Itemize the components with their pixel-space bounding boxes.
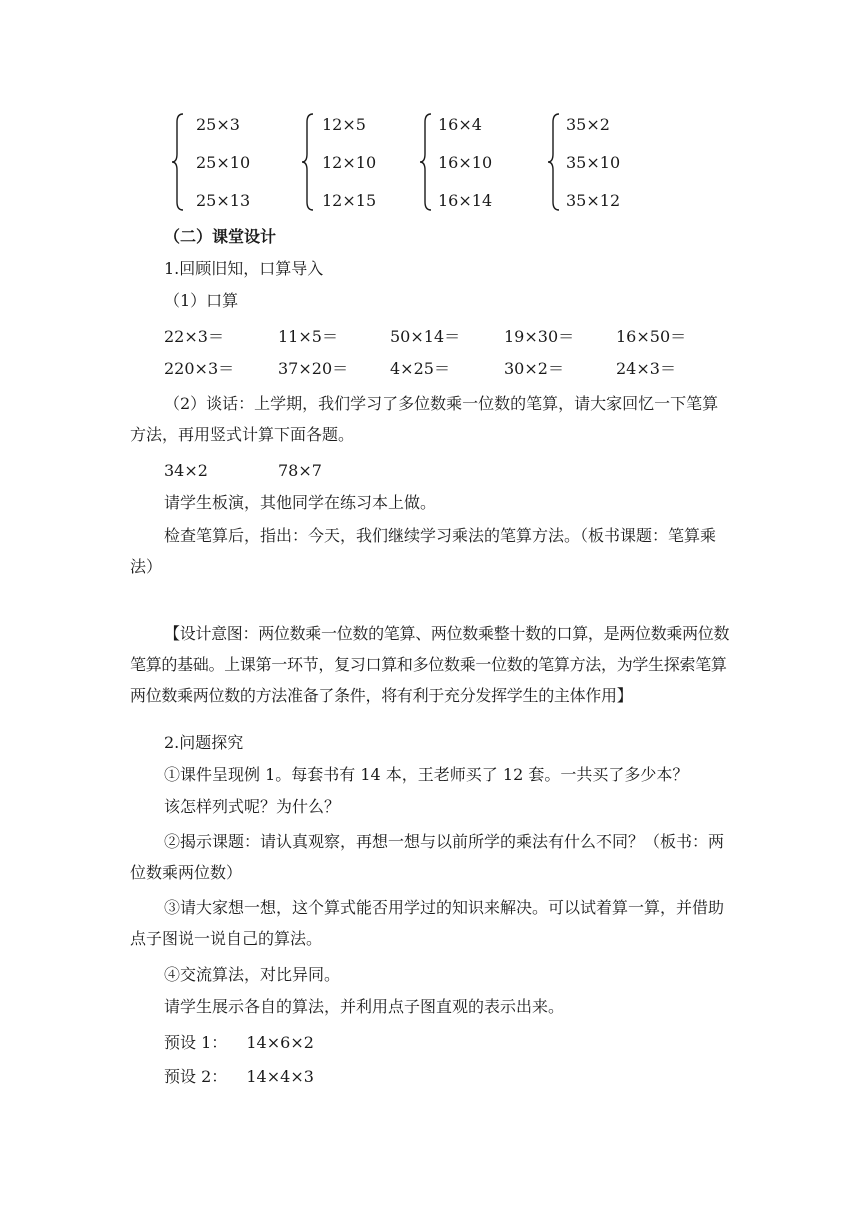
preset-2 xyxy=(164,1066,314,1088)
design-intent-paragraph xyxy=(130,618,734,711)
left-brace-icon xyxy=(300,112,316,212)
question-2-text: ②揭示课题：请认真观察，再想一想与以前所学的乘法有什么不同？（板书：两位数乘两位数） xyxy=(130,832,725,882)
brace-item: 12×15 xyxy=(322,191,377,210)
brace-item: 25×13 xyxy=(196,191,251,210)
question-2-paragraph xyxy=(130,826,734,888)
left-brace-icon xyxy=(170,112,186,212)
oral-item: 50×14＝ xyxy=(390,327,461,346)
oral-item: 11×5＝ xyxy=(278,327,338,346)
oral-item: 30×2＝ xyxy=(504,359,564,378)
brace-item: 25×10 xyxy=(196,153,251,172)
brace-item: 12×5 xyxy=(322,115,366,134)
oral-item: 16×50＝ xyxy=(616,327,687,346)
question-1: ①课件呈现例 1。每套书有 14 本，王老师买了 12 套。一共买了多少本？ xyxy=(164,765,689,784)
talk-text: （2）谈话：上学期，我们学习了多位数乘一位数的笔算，请大家回忆一下笔算方法，再用竖式计算下面各题。 xyxy=(130,394,719,444)
check-paragraph xyxy=(130,520,734,582)
preset-label: 预设 2： xyxy=(164,1067,228,1086)
brace-item: 25×3 xyxy=(196,115,240,134)
brace-item: 12×10 xyxy=(322,153,377,172)
question-3-text: ③请大家想一想，这个算式能否用学过的知识来解决。可以试着算一算，并借助点子图说一说自己的算法。 xyxy=(130,898,725,948)
step1-title: 1.回顾旧知，口算导入 xyxy=(164,259,324,278)
talk-paragraph xyxy=(130,388,734,450)
left-brace-icon xyxy=(546,112,562,212)
brace-item: 35×10 xyxy=(566,153,621,172)
step2-title: 2.问题探究 xyxy=(164,733,244,752)
preset-expr: 14×4×3 xyxy=(246,1067,314,1086)
check-text: 检查笔算后，指出：今天，我们继续学习乘法的笔算方法。（板书课题：笔算乘法） xyxy=(130,526,717,576)
question-1b: 该怎样列式呢？为什么？ xyxy=(164,797,341,816)
question-4: ④交流算法，对比异同。 xyxy=(164,965,341,984)
section-title: （二）课堂设计 xyxy=(164,227,277,246)
sub1-title: （1）口算 xyxy=(164,291,239,310)
vertical-item: 34×2 xyxy=(164,461,208,480)
oral-item: 24×3＝ xyxy=(616,359,676,378)
brace-item: 16×10 xyxy=(438,153,493,172)
question-3-paragraph xyxy=(130,892,734,954)
preset-label: 预设 1： xyxy=(164,1033,228,1052)
oral-item: 220×3＝ xyxy=(164,359,235,378)
brace-item: 35×12 xyxy=(566,191,621,210)
oral-item: 37×20＝ xyxy=(278,359,349,378)
vertical-item: 78×7 xyxy=(278,461,322,480)
preset-1 xyxy=(164,1032,314,1054)
left-brace-icon xyxy=(418,112,434,212)
oral-item: 22×3＝ xyxy=(164,327,224,346)
board-line: 请学生板演，其他同学在练习本上做。 xyxy=(164,493,437,512)
show-line: 请学生展示各自的算法，并利用点子图直观的表示出来。 xyxy=(164,997,565,1016)
preset-expr: 14×6×2 xyxy=(246,1033,314,1052)
brace-item: 35×2 xyxy=(566,115,610,134)
brace-item: 16×14 xyxy=(438,191,493,210)
oral-item: 19×30＝ xyxy=(504,327,575,346)
design-intent-text: 【设计意图：两位数乘一位数的笔算、两位数乘整十数的口算，是两位数乘两位数笔算的基础。上课第一环节，复习口算和多位数乘一位数的笔算方法，为学生探索笔算两位数乘两位数的方法准备了条件，将有利于充分发挥学生的主体作用】 xyxy=(130,624,730,705)
oral-item: 4×25＝ xyxy=(390,359,450,378)
brace-item: 16×4 xyxy=(438,115,482,134)
